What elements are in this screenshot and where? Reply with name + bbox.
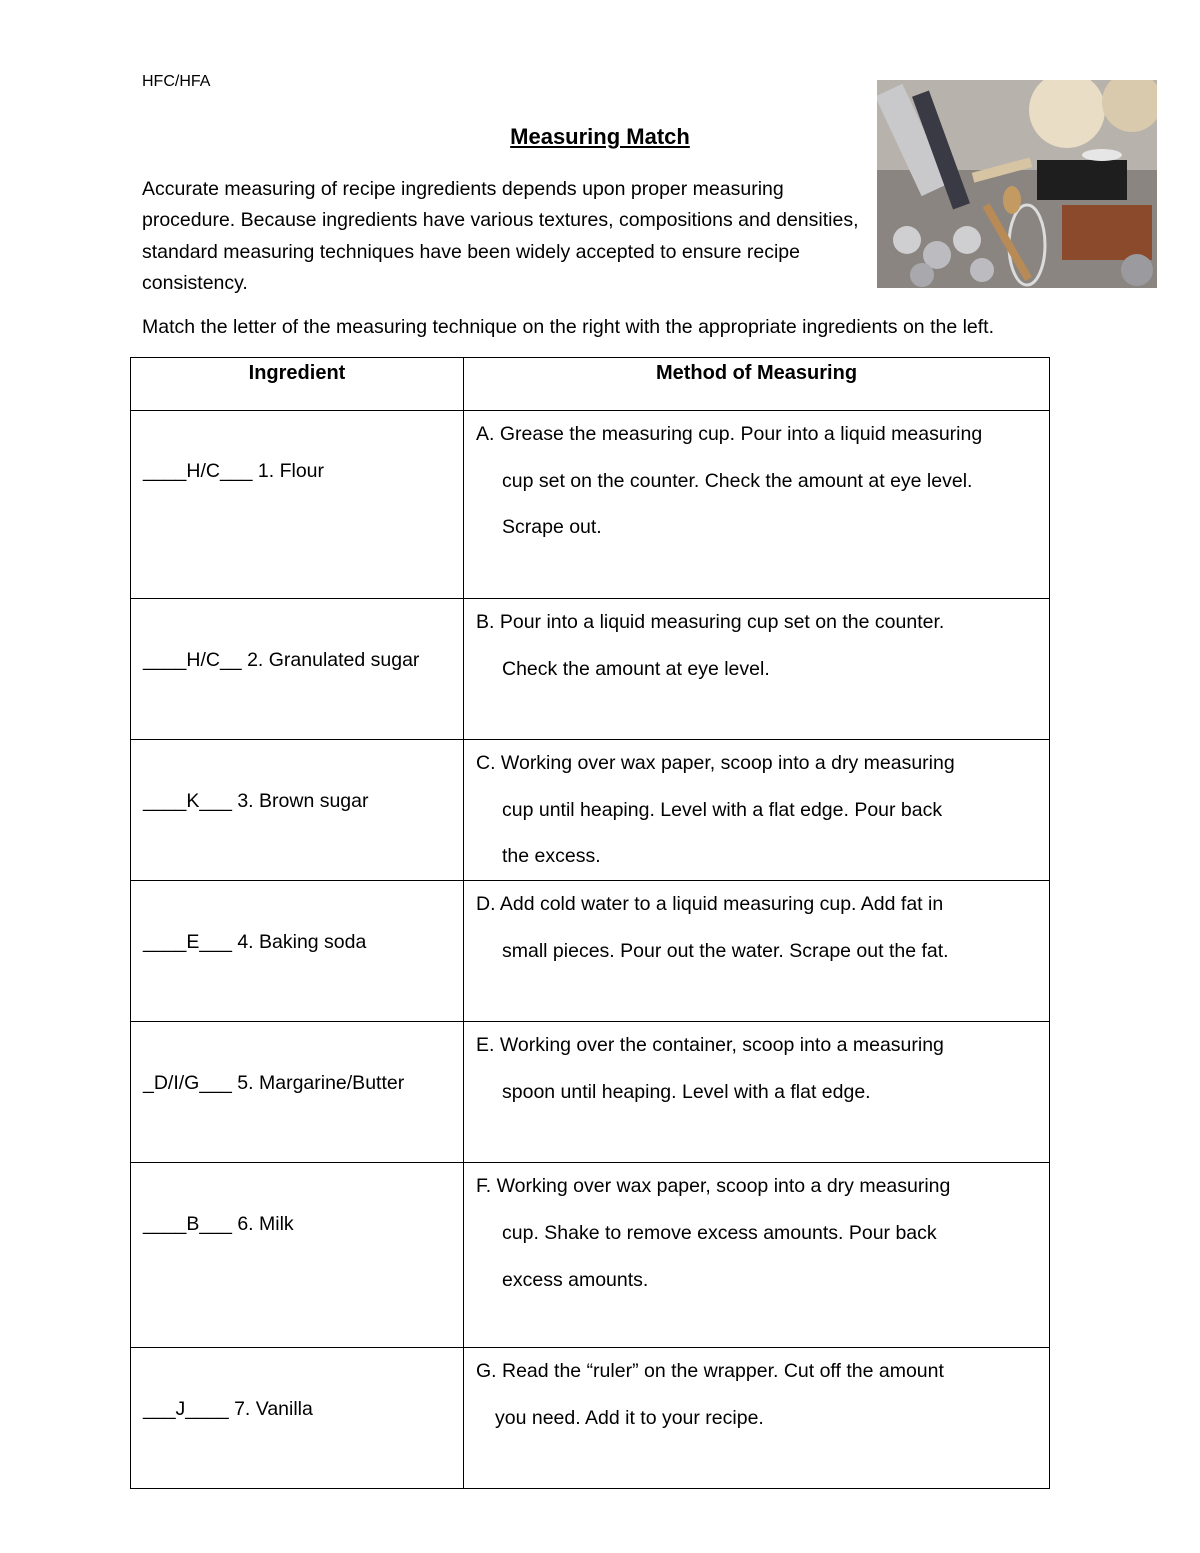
method-line: E. Working over the container, scoop into a measuring xyxy=(476,1034,944,1057)
method-line: A. Grease the measuring cup. Pour into a liquid measuring xyxy=(476,423,983,445)
ingredient-answer-granulated-sugar: ____H/C__ 2. Granulated sugar xyxy=(143,649,420,671)
table-row xyxy=(131,1163,1050,1348)
method-line: small pieces. Pour out the water. Scrape out the fat. xyxy=(502,939,949,962)
method-line: the excess. xyxy=(502,845,601,868)
ingredient-cell xyxy=(131,1163,464,1348)
ingredient-cell xyxy=(131,1348,464,1489)
method-line: spoon until heaping. Level with a flat edge. xyxy=(502,1080,871,1103)
table-row xyxy=(131,599,1050,740)
method-line: Scrape out. xyxy=(502,516,602,539)
method-cell xyxy=(464,881,1050,1022)
method-line: F. Working over wax paper, scoop into a dry measuring xyxy=(476,1175,951,1198)
method-line: cup set on the counter. Check the amount at eye level. xyxy=(502,469,973,492)
method-cell xyxy=(464,1022,1050,1163)
method-line: Check the amount at eye level. xyxy=(502,657,770,680)
baking-utensils-photo xyxy=(877,80,1157,288)
ingredient-column-header: Ingredient xyxy=(131,358,464,411)
table-header-row xyxy=(131,358,1050,411)
matching-table xyxy=(130,357,1050,1489)
ingredient-answer-brown-sugar: ____K___ 3. Brown sugar xyxy=(143,790,369,812)
method-column-header: Method of Measuring xyxy=(464,358,1050,411)
method-line: G. Read the “ruler” on the wrapper. Cut off the amount xyxy=(476,1360,944,1383)
header-code: HFC/HFA xyxy=(142,73,211,90)
method-line: excess amounts. xyxy=(502,1268,649,1291)
instruction-text: Match the letter of the measuring technique on the right with the appropriate ingredients on the left. xyxy=(142,316,995,338)
method-line: D. Add cold water to a liquid measuring cup. Add fat in xyxy=(476,893,944,916)
ingredient-cell xyxy=(131,1022,464,1163)
method-line: cup until heaping. Level with a flat edge. Pour back xyxy=(502,798,943,821)
ingredient-answer-vanilla: ___J____ 7. Vanilla xyxy=(143,1398,313,1421)
ingredient-answer-flour: ____H/C___ 1. Flour xyxy=(143,460,325,482)
ingredient-cell xyxy=(131,881,464,1022)
table-row xyxy=(131,1348,1050,1489)
page-title: Measuring Match xyxy=(510,124,690,149)
intro-paragraph: Accurate measuring of recipe ingredients depends upon proper measuring procedure. Because ingredients have various textures, compositions and densities, standard measuring techniques have been widely accepted to ensure recipe consistency. xyxy=(142,178,859,294)
method-line: you need. Add it to your recipe. xyxy=(495,1406,764,1429)
method-cell xyxy=(464,1348,1050,1489)
ingredient-answer-margarine-butter: _D/I/G___ 5. Margarine/Butter xyxy=(143,1072,405,1095)
ingredient-cell xyxy=(131,740,464,881)
table-row xyxy=(131,881,1050,1022)
table-row xyxy=(131,740,1050,881)
ingredient-answer-milk: ____B___ 6. Milk xyxy=(143,1213,294,1236)
table-row xyxy=(131,1022,1050,1163)
method-cell xyxy=(464,1163,1050,1348)
method-line: C. Working over wax paper, scoop into a dry measuring xyxy=(476,752,955,774)
ingredient-cell xyxy=(131,411,464,599)
ingredient-cell xyxy=(131,599,464,740)
table-row xyxy=(131,411,1050,599)
method-line: cup. Shake to remove excess amounts. Pour back xyxy=(502,1221,937,1244)
method-cell xyxy=(464,740,1050,881)
method-cell xyxy=(464,411,1050,599)
ingredient-answer-baking-soda: ____E___ 4. Baking soda xyxy=(143,931,367,954)
method-cell xyxy=(464,599,1050,740)
method-line: B. Pour into a liquid measuring cup set on the counter. xyxy=(476,611,945,633)
